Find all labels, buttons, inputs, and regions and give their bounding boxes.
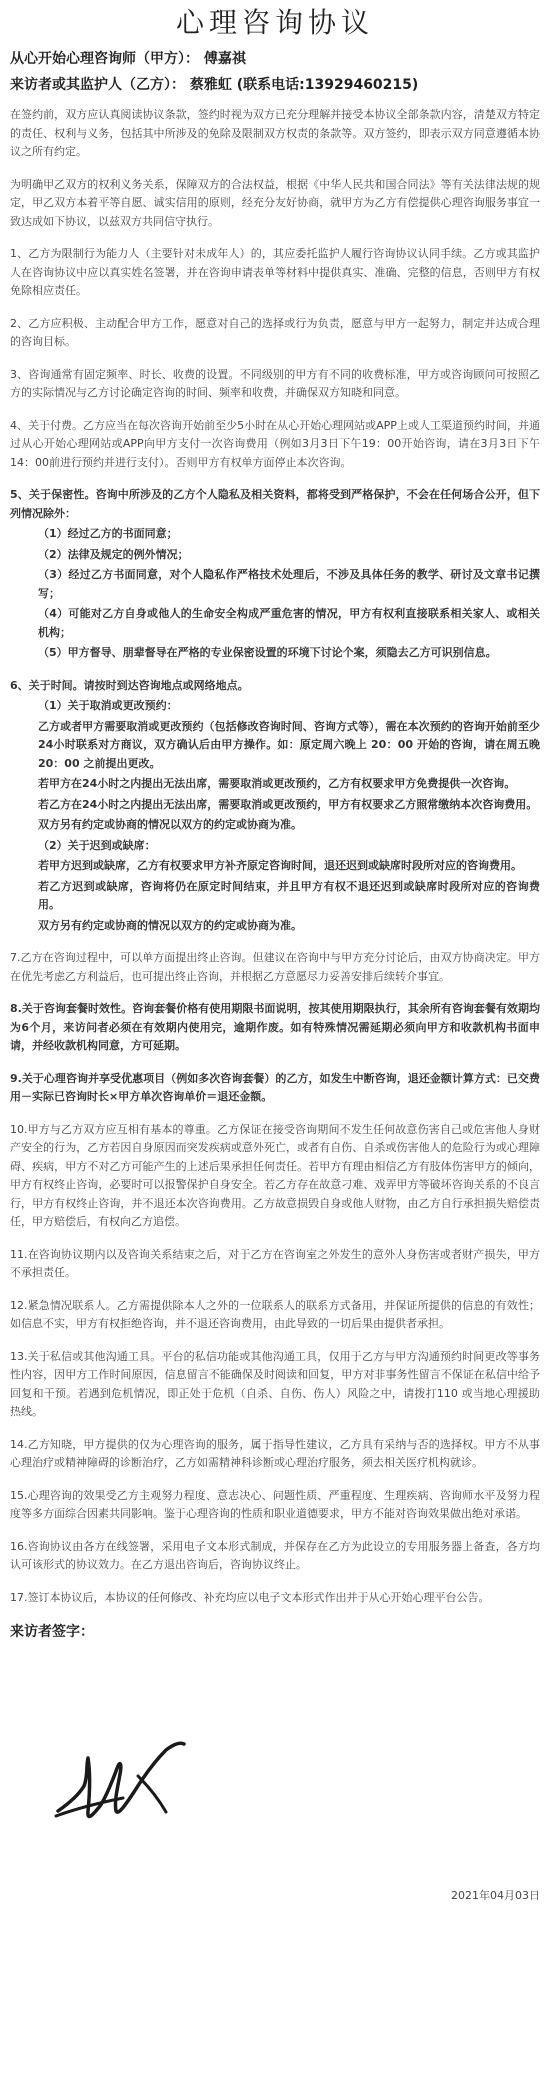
clause-11: 11.在咨询协议期内以及咨询关系结束之后，对于乙方在咨询室之外发生的意外人身伤害或者财产损失，甲方不承担责任。 — [10, 1247, 540, 1279]
clause-3: 3、咨询通常有固定频率、时长、收费的设置。不同级别的甲方有不同的收费标准，甲方或咨询顾问可按照乙方的实际情况与乙方讨论确定咨询的时间、频率和收费，并确保双方知晓和同意。 — [10, 367, 540, 399]
clause-6 — [10, 677, 540, 936]
clause-5-item: （3）经过乙方书面同意，对个人隐私作严格技术处理后，不涉及具体任务的教学、研讨及文章书记撰写； — [38, 568, 540, 600]
clause-17: 17.签订本协议后，本协议的任何修改、补充均应以电子文本形式作出并于从心开始心理平台公告。 — [10, 1590, 490, 1604]
signature-area — [10, 1641, 540, 1902]
clause-2: 2、乙方应积极、主动配合甲方工作，愿意对自己的选择或行为负责，愿意与甲方一起努力，制定并达成合理的咨询目标。 — [10, 316, 540, 348]
handwritten-signature — [48, 1716, 198, 1836]
clause-6-sub1-title: （1）关于取消或更改预约： — [38, 699, 178, 712]
clause-9: 9.关于心理咨询并享受优惠项目（例如多次咨询套餐）的乙方，如发生中断咨询，退还金额计算方式：已交费用－实际已咨询时长×甲方单次咨询单价＝退还金额。 — [10, 1071, 540, 1103]
clause-6-sub2-title: （2）关于迟到或缺席： — [38, 838, 156, 852]
intro-paragraph: 在签约前，双方应认真阅读协议条款，签约时视为双方已充分理解并接受本协议全部条款内容，清楚双方特定的责任、权利与义务，包括其中所涉及的免除及限制双方权责的条款等。双方签约，即表示双方同意遵循本协议之所有约定。 — [10, 108, 540, 158]
clause-13: 13.关于私信或其他沟通工具。平台的私信功能或其他沟通工具，仅用于乙方与甲方沟通预约时间更改等事务性内容，因甲方工作时间原因，信息留言不能确保及时阅读和回复，甲方对非事务性留言不保证在私信中给予回复和干预。若遇到危机情况，即正处于危机（自杀、自伤、伤人）风险之中，请拨打110 或当地心理援助热线。 — [10, 1349, 540, 1418]
document-title: 心理咨询协议 — [175, 6, 374, 39]
clause-10: 10.甲方与乙方双方应互相有基本的尊重。乙方保证在接受咨询期间不发生任何故意伤害自己或危害他人身财产安全的行为，乙方若因自身原因而突发疾病或意外死亡，或者有自伤、自杀或伤害他人的危险行为或心理障碍、疾病，甲方不对乙方可能产生的上述后果承担任何责任。若甲方有理由相信乙方有肢体伤害甲方的倾向，甲方有权终止咨询，必要时可以报警保护自身安全。若乙方存在故意刁难、戏弄甲方等破坏咨询关系的不良言行，甲方有权终止咨询，并不退还本次咨询费用。乙方故意损毁自身或他人财物，由乙方自行承担损失赔偿责任，甲方赔偿后，有权向乙方追偿。 — [10, 1122, 540, 1228]
signature-label: 来访者签字： — [10, 1624, 94, 1640]
clause-8: 8.关于咨询套餐时效性。咨询套餐价格有使用期限书面说明，按其使用期限执行，其余所有咨询套餐有效期均为6个月，来访问者必须在有效期内使用完，逾期作废。如有特殊情况需延期必须向甲方和收款机构书面申请，并经收款机构同意，方可延期。 — [10, 1002, 540, 1052]
clause-6-sub1-text: 双方另有约定或协商的情况以双方的约定或协商为准。 — [38, 818, 302, 831]
clause-5 — [10, 486, 540, 663]
clause-6-sub2-text: 若乙方迟到或缺席，咨询将仍在原定时间结束，并且甲方有权不退还迟到或缺席时段所对应的咨询费用。 — [38, 879, 540, 911]
party-b-line: 来访者或其监护人（乙方）： 蔡雅虹 (联系电话:13929460215) — [10, 77, 419, 93]
preamble-paragraph: 为明确甲乙双方的权利义务关系，保障双方的合法权益，根据《中华人民共和国合同法》等有关法律法规的规定，甲乙双方本着平等自愿、诚实信用的原则，经充分友好协商，就甲方为乙方有偿提供心理咨询服务事宜一致达成如下协议，以兹双方共同信守执行。 — [10, 177, 540, 228]
clause-5-item: （5）甲方督导、朋辈督导在严格的专业保密设置的环境下讨论个案，须隐去乙方可识别信息。 — [38, 646, 497, 659]
clause-14: 14.乙方知晓，甲方提供的仅为心理咨询的服务，属于指导性建议，乙方具有采纳与否的选择权。甲方不从事心理治疗或精神障碍的诊断治疗，乙方如需精神科诊断或心理治疗服务，须去相关医疗机构就诊。 — [10, 1437, 540, 1469]
clause-5-item: （1）经过乙方的书面同意； — [38, 527, 178, 540]
clause-6-sub1-text: 若甲方在24小时之内提出无法出席，需要取消或更改预约，乙方有权要求甲方免费提供一次咨询。 — [38, 777, 516, 790]
clause-6-sub1-text: 若乙方在24小时之内提出无法出席，需要取消或更改预约，甲方有权要求乙方照常缴纳本次咨询费用。 — [38, 797, 538, 811]
clause-6-sub1-text: 乙方或者甲方需要取消或更改预约（包括修改咨询时间、咨询方式等），需在本次预约的咨询开始前至少24小时联系对方商议，双方确认后由甲方操作。如：原定周六晚上 20：00 开始的咨询，请在周五晚 20：00 之前提出更改。 — [38, 719, 540, 770]
clause-16: 16.咨询协议由各方在线签署，采用电子文本形式制成，并保存在乙方为此设立的专用服务器上备查，各方均认可该形式的协议效力。在乙方退出咨询后，咨询协议终止。 — [10, 1539, 540, 1571]
clause-7: 7.乙方在咨询过程中，可以单方面提出终止咨询。但建议在咨询中与甲方充分讨论后，由双方协商决定。甲方在优先考虑乙方利益后，也可提出终止咨询，并根据乙方意愿尽力妥善安排后续转介事宜。 — [10, 951, 540, 983]
clause-6-sub2-text: 双方另有约定或协商的情况以双方的约定或协商为准。 — [38, 918, 302, 932]
clause-6-lead: 6、关于时间。请按时到达咨询地点或网络地点。 — [10, 678, 249, 692]
clause-5-item: （2）法律及规定的例外情况； — [38, 547, 189, 561]
clause-4: 4、关于付费。乙方应当在每次咨询开始前至少5小时在从心开始心理网站或APP上或人工渠道预约时间，并通过从心开始心理网站或APP向甲方支付一次咨询费用（例如3月3日下午19：00开始咨询，请在3月3日下午14：00前进行预约并进行支付）。否则甲方有权单方面停止本次咨询。 — [10, 418, 540, 469]
clause-5-item: （4）可能对乙方自身或他人的生命安全构成严重危害的情况，甲方有权利直接联系相关家人、或相关机构； — [38, 607, 540, 639]
clause-12: 12.紧急情况联系人。乙方需提供除本人之外的一位联系人的联系方式备用，并保证所提供的信息的有效性；如信息不实，甲方有权拒绝咨询，并不退还咨询费用，由此导致的一切后果由提供者承担。 — [10, 1298, 540, 1330]
party-a-line: 从心开始心理咨询师（甲方）： 傅嘉祺 — [10, 51, 246, 67]
clause-6-sub2-text: 若甲方迟到或缺席，乙方有权要求甲方补齐原定咨询时间，退还迟到或缺席时段所对应的咨询费用。 — [38, 859, 522, 872]
clause-15: 15.心理咨询的效果受乙方主观努力程度、意志决心、问题性质、严重程度、生理疾病、咨询师水平及努力程度等多方面综合因素共同影响。鉴于心理咨询的性质和职业道德要求，甲方不能对咨询效果做出绝对承诺。 — [10, 1488, 540, 1520]
clause-1: 1、乙方为限制行为能力人（主要针对未成年人）的，其应委托监护人履行咨询协议认同手续。乙方或其监护人在咨询协议中应以真实姓名签署，并在咨询申请表单等材料中提供真实、准确、完整的信息，否则甲方有权免除相应责任。 — [10, 247, 540, 297]
clause-5-lead: 5、关于保密性。咨询中所涉及的乙方个人隐私及相关资料，都将受到严格保护，不会在任何场合公开，但下列情况除外： — [10, 488, 540, 520]
signing-date: 2021年04月03日 — [451, 1889, 540, 1902]
